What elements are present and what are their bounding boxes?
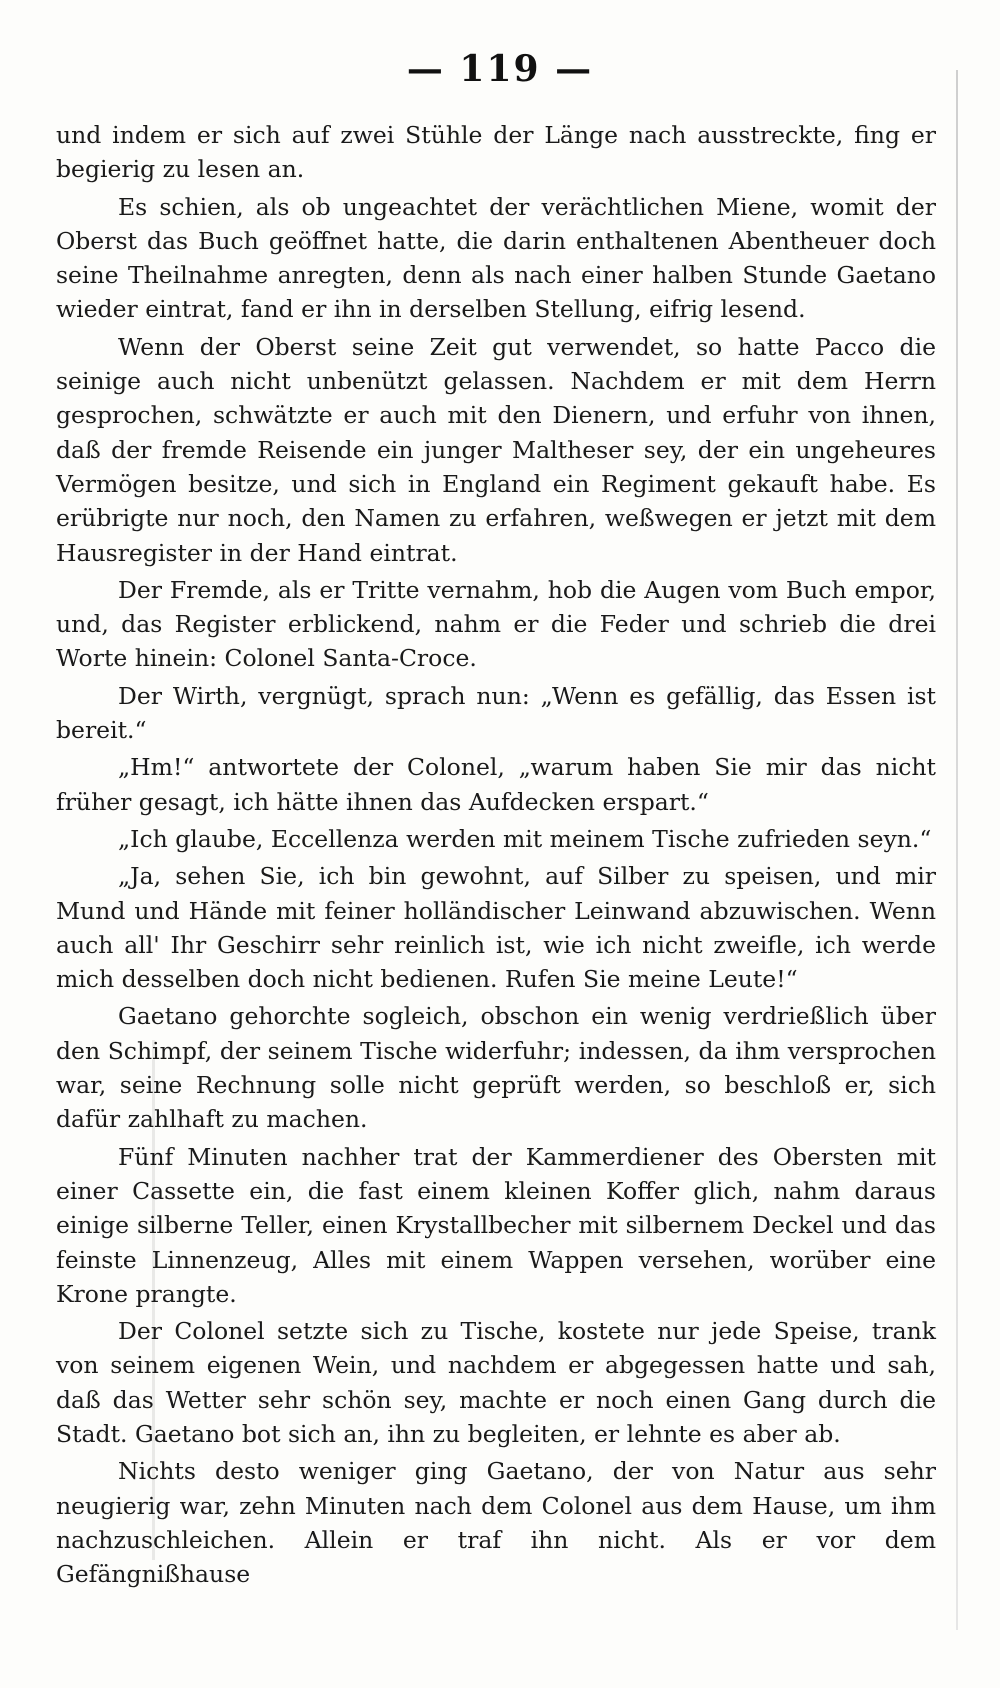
paragraph: „Ja, sehen Sie, ich bin gewohnt, auf Silber zu speisen, und mir Mund und Hände mit feiner holländischer Leinwand abzuwischen. Wenn auch all' Ihr Geschirr sehr reinlich ist, wie ich nicht zweifle, ich werde mich desselben doch nicht bedienen. Rufen Sie meine Leute!“	[56, 862, 936, 994]
paragraph: Gaetano gehorchte sogleich, obschon ein wenig verdrießlich über den Schimpf, der seinem Tische widerfuhr; indessen, da ihm versprochen war, seine Rechnung solle nicht geprüft werden, so beschloß er, sich dafür zahlhaft zu machen.	[56, 1002, 936, 1134]
paragraph: Der Fremde, als er Tritte vernahm, hob die Augen vom Buch empor, und, das Register erblickend, nahm er die Feder und schrieb die drei Worte hinein: Colonel Santa-Croce.	[56, 575, 936, 673]
paragraph: Wenn der Oberst seine Zeit gut verwendet, so hatte Pacco die seinige auch nicht unbenützt gelassen. Nachdem er mit dem Herrn gesprochen, schwätzte er auch mit den Dienern, und erfuhr von ihnen, daß der fremde Reisende ein junger Maltheser sey, der ein ungeheures Vermögen besitze, und sich in England ein Regiment gekauft habe. Es erübrigte nur noch, den Namen zu erfahren, weßwegen er jetzt mit dem Hausregister in der Hand eintrat.	[56, 332, 936, 567]
page-number: — 119 —	[406, 48, 594, 90]
paragraph: „Ich glaube, Eccellenza werden mit meinem Tische zufrieden seyn.“	[118, 824, 932, 853]
paragraph: Der Colonel setzte sich zu Tische, kostete nur jede Speise, trank von seinem eigenen Wein, und nachdem er abgegessen hatte und sah, daß das Wetter sehr schön sey, machte er noch einen Gang durch die Stadt. Gaetano bot sich an, ihn zu begleiten, er lehnte es aber ab.	[56, 1317, 936, 1448]
paragraph: Nichts desto weniger ging Gaetano, der von Natur aus sehr neugierig war, zehn Minuten nach dem Colonel aus dem Hause, um ihm nachzuschleichen. Allein er traf ihn nicht. Als er vor dem Gefängnißhause	[56, 1457, 936, 1589]
paragraph-continued: und indem er sich auf zwei Stühle der Länge nach ausstreckte, fing er begierig zu lesen an.	[56, 121, 936, 184]
body-text	[56, 118, 936, 1594]
page-edge	[956, 70, 958, 1630]
paragraph: Es schien, als ob ungeachtet der verächtlichen Miene, womit der Oberst das Buch geöffnet hatte, die darin enthaltenen Abentheuer doch seine Theilnahme anregten, denn als nach einer halben Stunde Gaetano wieder eintrat, fand er ihn in derselben Stellung, eifrig lesend.	[56, 192, 936, 324]
paragraph: Fünf Minuten nachher trat der Kammerdiener des Obersten mit einer Cassette ein, die fast einem kleinen Koffer glich, nahm daraus einige silberne Teller, einen Krystallbecher mit silbernem Deckel und das feinste Linnenzeug, Alles mit einem Wappen versehen, worüber eine Krone prangte.	[56, 1142, 936, 1308]
paragraph: Der Wirth, vergnügt, sprach nun: „Wenn es gefällig, das Essen ist bereit.“	[56, 681, 936, 745]
paragraph: „Hm!“ antwortete der Colonel, „warum haben Sie mir das nicht früher gesagt, ich hätte ihnen das Aufdecken erspart.“	[56, 753, 936, 816]
